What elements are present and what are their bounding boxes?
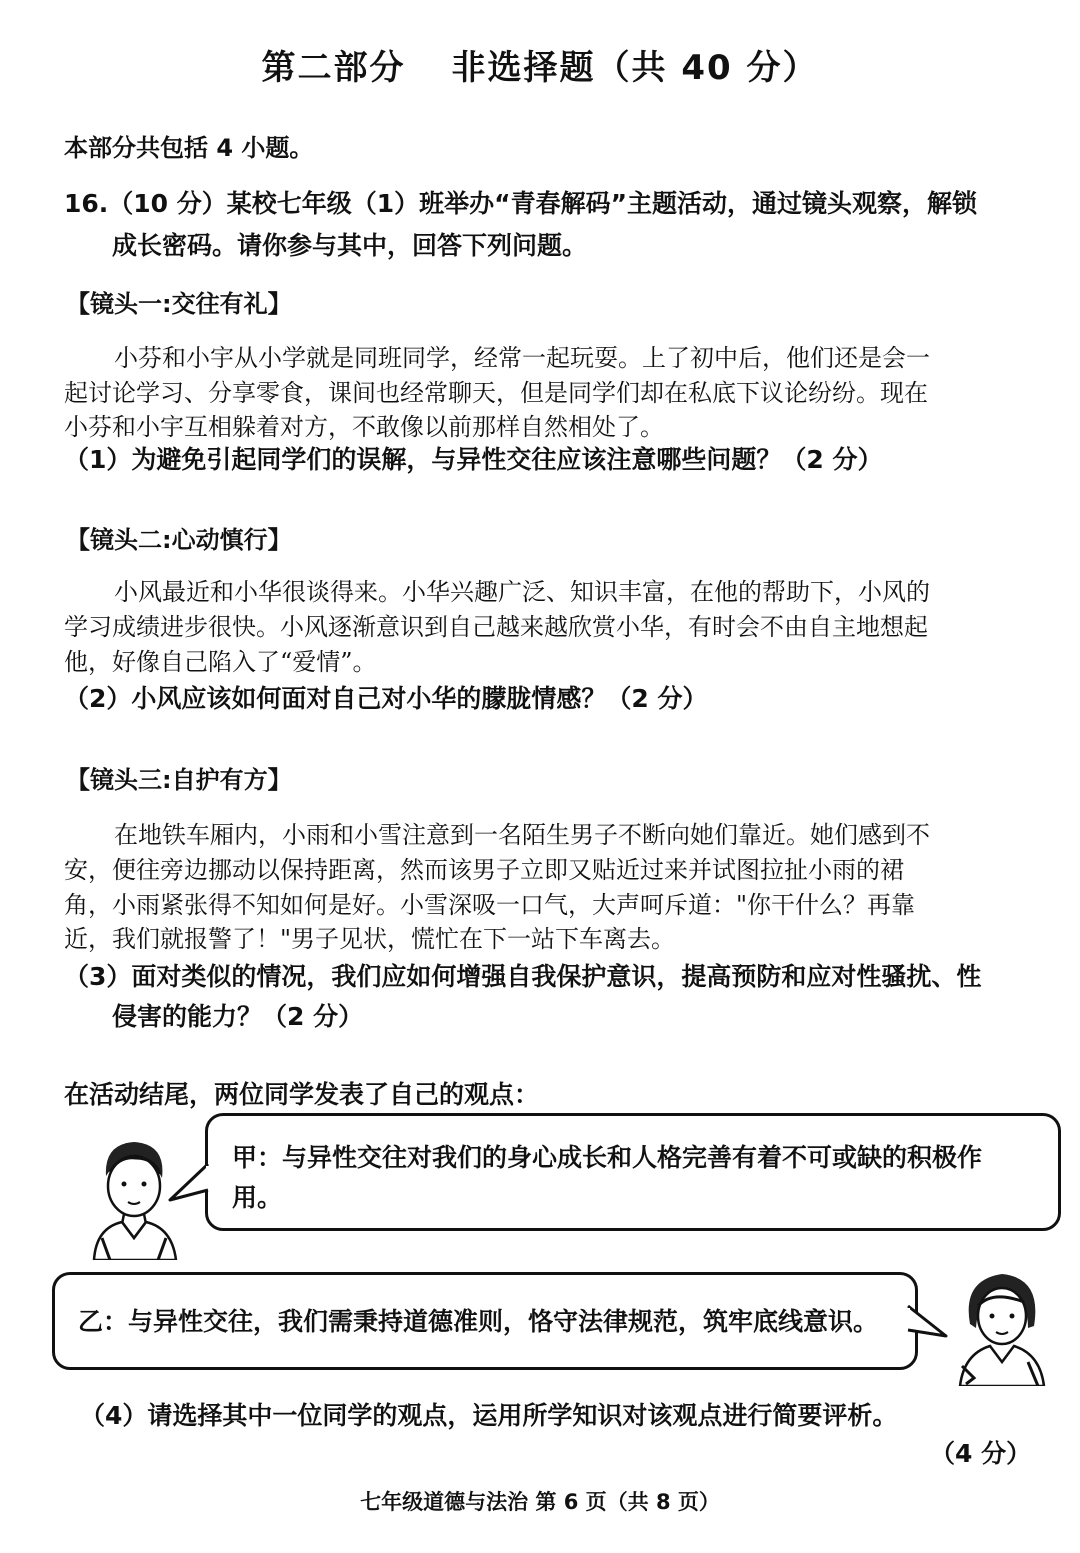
scene2-para-3: 他，好像自己陷入了“爱情”。 — [64, 648, 377, 676]
q16-line-2: 成长密码。请你参与其中，回答下列问题。 — [112, 231, 588, 260]
closing-intro: 在活动结尾，两位同学发表了自己的观点： — [64, 1080, 540, 1109]
scene3-para-1: 在地铁车厢内，小雨和小雪注意到一名陌生男子不断向她们靠近。她们感到不 — [114, 821, 930, 849]
scene1-para-3: 小芬和小宇互相躲着对方，不敢像以前那样自然相处了。 — [64, 413, 664, 441]
question-4: （4）请选择其中一位同学的观点，运用所学知识对该观点进行简要评析。 — [80, 1401, 898, 1430]
question-1: （1）为避免引起同学们的误解，与异性交往应该注意哪些问题？（2 分） — [64, 445, 883, 474]
scene3-para-2: 安，便往旁边挪动以保持距离，然而该男子立即又贴近过来并试图拉扯小雨的裙 — [64, 856, 904, 884]
question-4-points: （4 分） — [930, 1439, 1032, 1468]
scene1-para-1: 小芬和小宇从小学就是同班同学，经常一起玩耍。上了初中后，他们还是会一 — [114, 344, 930, 372]
yi-bubble-tail — [906, 1300, 950, 1344]
part-intro: 本部分共包括 4 小题。 — [64, 134, 314, 162]
scene1-heading: 【镜头一:交往有礼】 — [66, 290, 292, 318]
yi-viewpoint: 乙：与异性交往，我们需秉持道德准则，恪守法律规范，筑牢底线意识。 — [78, 1307, 879, 1336]
question-3-line-2: 侵害的能力？（2 分） — [112, 1002, 364, 1031]
jia-viewpoint-line-2: 用。 — [232, 1183, 283, 1212]
q16-line-1: 16.（10 分）某校七年级（1）班举办“青春解码”主题活动，通过镜头观察，解锁 — [64, 189, 978, 218]
scene2-para-1: 小风最近和小华很谈得来。小华兴趣广泛、知识丰富，在他的帮助下，小风的 — [114, 578, 930, 606]
section-title — [0, 40, 1080, 89]
question-3-line-1: （3）面对类似的情况，我们应如何增强自我保护意识，提高预防和应对性骚扰、性 — [64, 962, 982, 991]
scene2-heading: 【镜头二:心动慎行】 — [66, 526, 292, 554]
part-label: 第二部分 — [261, 48, 406, 88]
student-yi-illustration — [952, 1266, 1052, 1386]
jia-viewpoint-line-1: 甲：与异性交往对我们的身心成长和人格完善有着不可或缺的积极作 — [232, 1143, 983, 1172]
scene2-para-2: 学习成绩进步很快。小风逐渐意识到自己越来越欣赏小华，有时会不由自主地想起 — [64, 613, 928, 641]
page-footer: 七年级道德与法治 第 6 页（共 8 页） — [360, 1490, 720, 1514]
scene3-para-4: 近，我们就报警了！"男子见状，慌忙在下一站下车离去。 — [64, 925, 676, 953]
scene1-para-2: 起讨论学习、分享零食，课间也经常聊天，但是同学们却在私底下议论纷纷。现在 — [64, 379, 928, 407]
scene3-heading: 【镜头三:自护有方】 — [66, 766, 292, 794]
scene3-para-3: 角，小雨紧张得不知如何是好。小雪深吸一口气，大声呵斥道："你干什么？再靠 — [64, 891, 916, 919]
section-heading: 非选择题（共 40 分） — [451, 48, 819, 88]
question-2: （2）小风应该如何面对自己对小华的朦胧情感？（2 分） — [64, 684, 708, 713]
jia-bubble-tail — [168, 1160, 210, 1206]
